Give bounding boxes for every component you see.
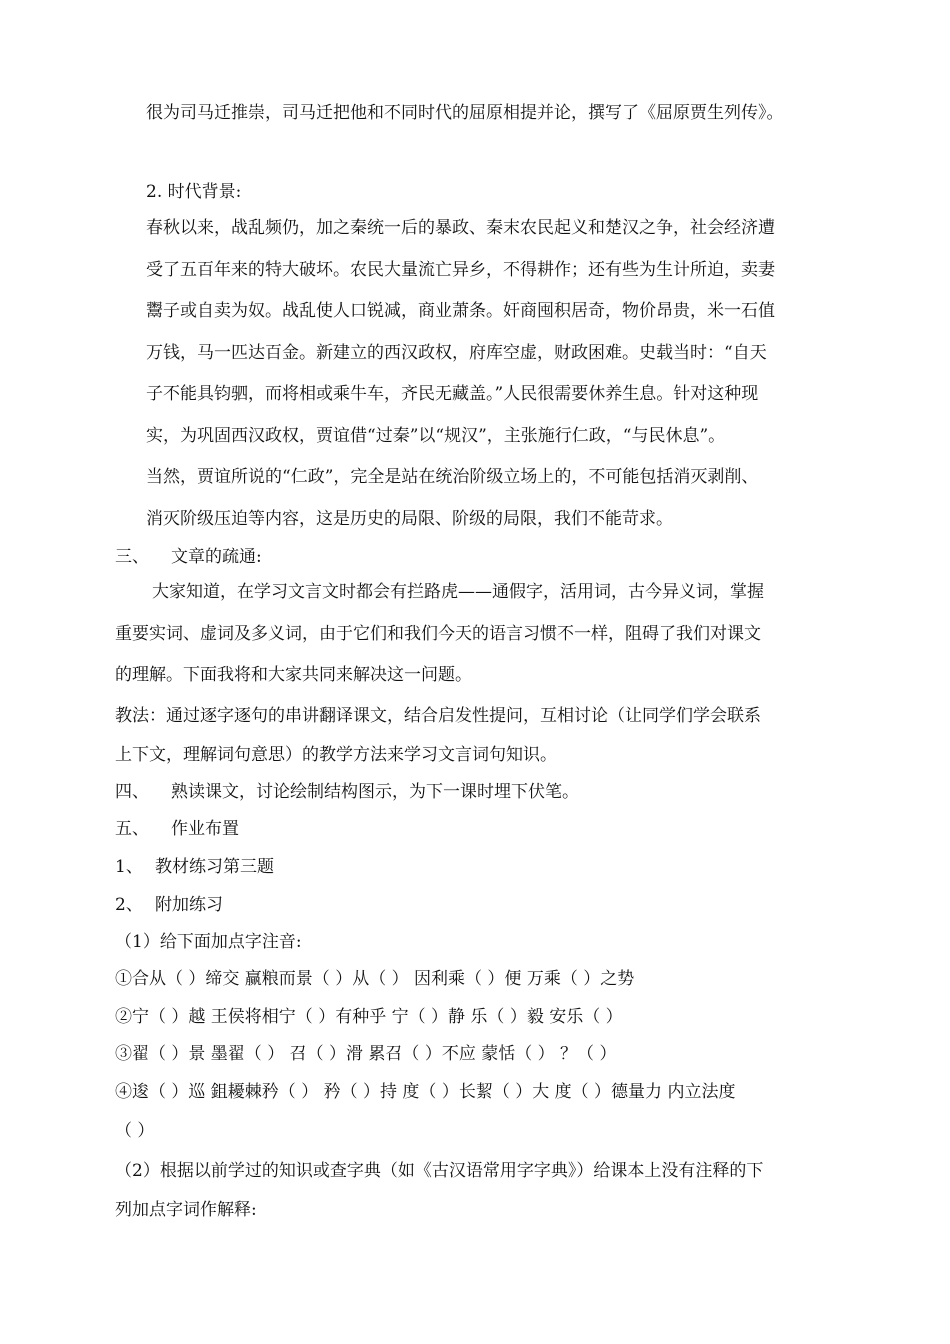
section-number: 四、 xyxy=(115,782,149,802)
item-text: 附加练习 xyxy=(155,895,223,915)
exercise-row: ③翟（ ）景 墨翟（ ） 召（ ）滑 累召（ ）不应 蒙恬（ ） ？（ ） xyxy=(115,1044,617,1064)
exercise-1-heading: （1）给下面加点字注音: xyxy=(115,932,302,952)
background-line: 春秋以来，战乱频仍，加之秦统一后的暴政、秦末农民起义和楚汉之争，社会经济遭 xyxy=(146,218,775,238)
paragraph-line: 大家知道，在学习文言文时都会有拦路虎——通假字，活用词，古今异义词，掌握 xyxy=(152,582,764,602)
section-4-heading xyxy=(115,780,579,804)
exercise-2-line: 列加点字词作解释: xyxy=(115,1200,257,1220)
background-line: 当然，贾谊所说的“仁政”，完全是站在统治阶级立场上的，不可能包括消灭剥削、 xyxy=(146,467,759,487)
section-number: 三、 xyxy=(115,547,149,567)
intro-line: 很为司马迁推崇，司马迁把他和不同时代的屈原相提并论，撰写了《屈原贾生列传》。 xyxy=(146,103,784,123)
background-heading: 2. 时代背景: xyxy=(146,182,242,202)
section-title: 文章的疏通: xyxy=(171,547,262,567)
homework-item xyxy=(115,855,274,879)
item-number: 1、 xyxy=(115,857,143,877)
background-line: 鬻子或自卖为奴。战乱使人口锐减，商业萧条。奸商囤积居奇，物价昂贵，米一石值 xyxy=(146,301,775,321)
background-line: 实，为巩固西汉政权，贾谊借“过秦”以“规汉”，主张施行仁政，“与民休息”。 xyxy=(146,426,726,446)
background-line: 万钱，马一匹达百金。新建立的西汉政权，府库空虚，财政困难。史载当时：“自天 xyxy=(146,343,767,363)
exercise-row: ①合从（ ）缔交 赢粮而景（ ）从（ ） 因利乘（ ）便 万乘（ ）之势 xyxy=(115,969,635,989)
method-line: 教法：通过逐字逐句的串讲翻译课文，结合启发性提问，互相讨论（让同学们学会联系 xyxy=(115,706,761,726)
section-title: 作业布置 xyxy=(171,819,239,839)
item-number: 2、 xyxy=(115,895,143,915)
homework-item xyxy=(115,893,223,917)
section-3-heading xyxy=(115,545,262,569)
exercise-row: ②宁（ ）越 王侯将相宁（ ）有种乎 宁（ ）静 乐（ ）毅 安乐（ ） xyxy=(115,1007,623,1027)
paragraph-line: 重要实词、虚词及多义词，由于它们和我们今天的语言习惯不一样，阻碍了我们对课文 xyxy=(115,624,761,644)
paragraph-line: 的理解。下面我将和大家共同来解决这一问题。 xyxy=(115,665,472,685)
method-line: 上下文，理解词句意思）的教学方法来学习文言词句知识。 xyxy=(115,745,557,765)
section-title: 熟读课文，讨论绘制结构图示，为下一课时埋下伏笔。 xyxy=(171,782,579,802)
section-5-heading xyxy=(115,817,239,841)
background-line: 消灭阶级压迫等内容，这是历史的局限、阶级的局限，我们不能苛求。 xyxy=(146,509,673,529)
exercise-row: ④逡（ ）巡 鉏耰棘矜（ ） 矜（ ）持 度（ ）长絜（ ）大 度（ ）德量力 内立法度 xyxy=(115,1082,736,1102)
section-number: 五、 xyxy=(115,819,149,839)
background-line: 受了五百年来的特大破坏。农民大量流亡异乡，不得耕作；还有些为生计所迫，卖妻 xyxy=(146,260,775,280)
exercise-2-line: （2）根据以前学过的知识或查字典（如《古汉语常用字字典》）给课本上没有注释的下 xyxy=(115,1161,764,1181)
background-line: 子不能具钧驷，而将相或乘牛车，齐民无藏盖。”人民很需要休养生息。针对这种现 xyxy=(146,384,759,404)
exercise-row: （ ） xyxy=(115,1121,155,1141)
item-text: 教材练习第三题 xyxy=(155,857,274,877)
